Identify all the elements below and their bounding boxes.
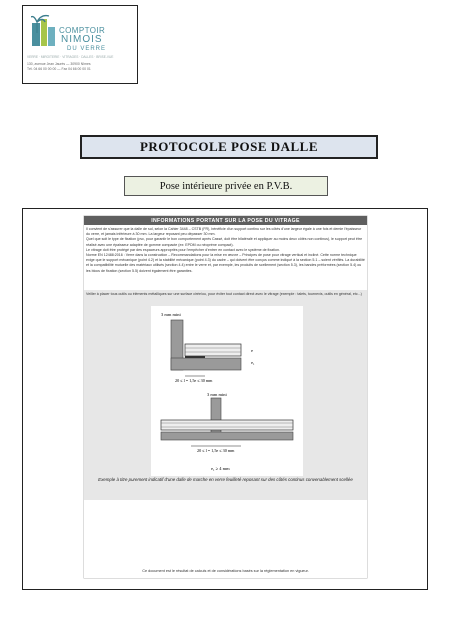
logo-tagline: VERRE · MIROITERIE · VITRAGES · DALLES · BRISE-VUE	[27, 55, 114, 59]
sheet-paragraph: Le vitrage doit être protégé par des espaceurs appropriés pour l'empêcher d'entrer en contact avec le système de fixation.	[86, 247, 280, 252]
note-text: Veiller à placer tous outils ou éléments métalliques sur une surface cirée/ou, pour éviter tout contact direct avec le vitrage (exemple : talets, tournevis, outils en général, etc...)	[86, 292, 362, 296]
diagram-dim-mid: 20 ≤ l = 1,5e ≤ 30 mm	[197, 448, 235, 453]
note-area	[84, 290, 367, 500]
sheet-body	[86, 227, 365, 274]
info-sheet	[84, 216, 367, 578]
logo-name-line3: DU VERRE	[67, 46, 107, 52]
sheet-footnote: Ce document est le résultat de calculs et de considérations basés sur la réglementation en vigueur.	[142, 569, 309, 573]
company-logo	[22, 5, 138, 84]
logo-name-line2: NIMOIS	[61, 34, 103, 45]
logo-address-line: 130, avenue Jean Jaurès — 30900 Nîmes	[27, 62, 91, 66]
diagram-side-e1: e₁	[251, 360, 255, 365]
diagram-label-bottom: e₁ ≥ 4 mm	[211, 466, 230, 471]
diagram-dim-top: 20 ≤ l = 1,5e ≤ 30 mm	[175, 378, 213, 383]
logo-name-line1: COMPTOIR	[59, 26, 106, 35]
diagram-side-e: e	[251, 348, 253, 353]
sheet-paragraph: Quel que soit le type de fixation (pvc, pour garantir le bon comportement après Cassé, doit être bilatéralé et appliquer au moins deux côtés non continus), le support peut être réalisé avec une épaisseur adaptée de gomme compacte (ex: EPDM ou néoprène compact).	[86, 237, 363, 247]
sheet-header: INFORMATIONS PORTANT SUR LA POSE DU VITRAGE	[84, 216, 367, 225]
sheet-paragraph: Norme EN 12488:2016 : Verre dans la construction – Recommandations pour la mise en œuvre – Principes de pose pour vitrage vertical et incliné. Cette norme technique exige que le support mécanique (point 4.2) et la stabilité mécanique (point 4.3) du cadre – qui doivent être conçus comme indiqué à la section 5.1 – soient vérifiés. La durabilité et la compatibilité mutuelle des matériaux utilisés (section 4.4) entre le verre et, par exemple, les produits de scellement (section 5.3), les bandes préformées (section 5.4) ou les blocs de fixation (section 5.5) doivent également être garanties.	[86, 253, 365, 273]
building-palm-icon	[31, 13, 57, 47]
sheet-paragraph: Il convient de s'assurer que la dalle de sol, selon la Cahier 3448 – CSTB (FR), bénéficie d'un support continu sur les côtés d'une largeur égale à une fois et demie l'épaisseur du verre, et jamais inférieure à 30 mm. La largeur reposant peu dépasser 30 mm.	[86, 227, 362, 237]
logo-address	[27, 62, 135, 72]
diagram-caption: Exemple à titre purement indicatif d'une dalle de marche en verre feuilleté reposant sur des côtés continus convenablement scellée	[98, 477, 353, 482]
page-title: PROTOCOLE POSE DALLE	[80, 135, 378, 159]
diagram-label-top: 3 mm mini	[161, 312, 181, 317]
corner-detail	[161, 312, 255, 384]
support-detail	[161, 392, 293, 454]
diagram-label-mid: 3 mm mini	[207, 392, 227, 397]
logo-address-line: Tél. 04 66 00 00 00 — Fax 04 66 00 00 01	[27, 67, 91, 71]
page-subtitle: Pose intérieure privée en P.V.B.	[124, 176, 328, 196]
mounting-diagram	[151, 306, 303, 476]
